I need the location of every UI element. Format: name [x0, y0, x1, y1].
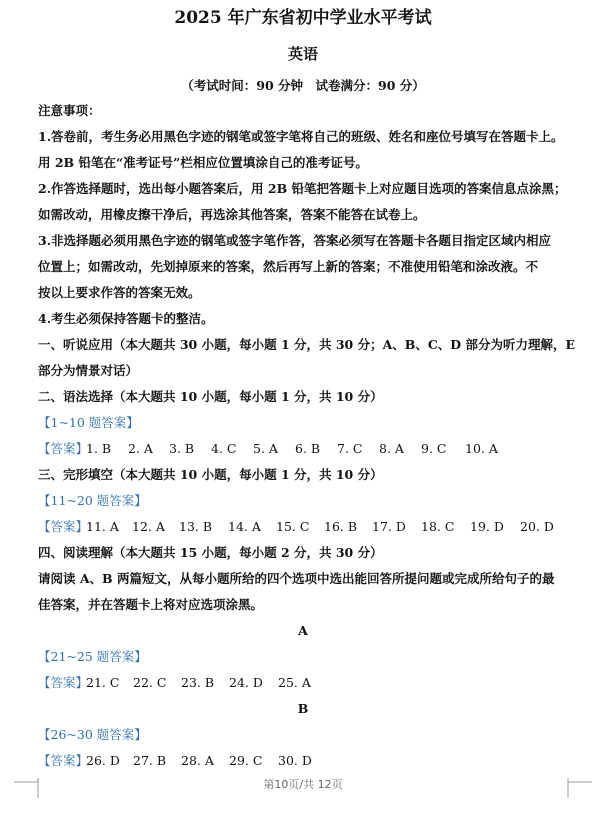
answer-item: 26. D — [86, 753, 120, 768]
notice-line: 位置上；如需改动，先划掉原来的答案，然后再写上新的答案；不准使用铅笔和涂改液。不 — [38, 259, 539, 274]
subject-title: 英语 — [287, 45, 318, 63]
grammar-range-tag: 【1~10 题答案】 — [38, 415, 139, 430]
answer-item: 30. D — [278, 753, 312, 768]
answer-item: 3. B — [169, 441, 195, 456]
passage-b-range-tag: 【26~30 题答案】 — [38, 727, 147, 742]
answer-item: 6. B — [295, 441, 321, 456]
reading-intro: 请阅读 A、B 两篇短文，从每小题所给的四个选项中选出能回答所提问题或完成所给句子的最 — [38, 571, 555, 586]
notice-line: 1.答卷前，考生务必用黑色字迹的钢笔或签字笔将自己的班级、姓名和座位号填写在答题卡上。 — [38, 129, 564, 144]
answer-item: 25. A — [278, 675, 311, 690]
notice-line: 4.考生必须保持答题卡的整洁。 — [38, 311, 214, 326]
answer-item: 28. A — [181, 753, 214, 768]
answer-tag: 【答案】 — [38, 519, 89, 534]
answer-item: 13. B — [179, 519, 213, 534]
answer-item: 10. A — [465, 441, 498, 456]
passage-a-label: A — [298, 623, 308, 638]
answer-tag: 【答案】 — [38, 675, 89, 690]
reading-intro-cont: 佳答案，并在答题卡上将对应选项涂黑。 — [38, 597, 264, 612]
answer-item: 4. C — [211, 441, 237, 456]
exam-title: 2025 年广东省初中学业水平考试 — [174, 8, 432, 28]
answer-item: 27. B — [133, 753, 167, 768]
section-reading-heading: 四、阅读理解（本大题共 15 小题，每小题 2 分，共 30 分） — [38, 545, 383, 560]
answer-item: 17. D — [372, 519, 406, 534]
notice-line: 用 2B 铅笔在“准考证号”栏相应位置填涂自己的准考证号。 — [38, 155, 368, 170]
answer-item: 16. B — [324, 519, 358, 534]
answer-item: 15. C — [276, 519, 310, 534]
answer-item: 29. C — [229, 753, 263, 768]
answer-item: 9. C — [421, 441, 447, 456]
answer-tag: 【答案】 — [38, 753, 89, 768]
section-listening-heading-cont: 部分为情景对话） — [38, 363, 139, 378]
answer-item: 20. D — [520, 519, 554, 534]
notice-heading: 注意事项： — [38, 103, 101, 118]
answer-item: 5. A — [253, 441, 278, 456]
answer-item: 21. C — [86, 675, 120, 690]
notice-line: 2.作答选择题时，选出每小题答案后，用 2B 铅笔把答题卡上对应题目选项的答案信息点涂黑； — [38, 181, 567, 196]
section-grammar-heading: 二、语法选择（本大题共 10 小题，每小题 1 分，共 10 分） — [38, 389, 383, 404]
exam-info: （考试时间：90 分钟 试卷满分：90 分） — [181, 78, 425, 93]
answer-item: 12. A — [132, 519, 165, 534]
answer-item: 7. C — [337, 441, 363, 456]
answer-item: 23. B — [181, 675, 215, 690]
answer-item: 1. B — [86, 441, 112, 456]
notice-line: 3.非选择题必须用黑色字迹的钢笔或签字笔作答，答案必须写在答题卡各题目指定区域内相应 — [38, 233, 552, 248]
answer-item: 14. A — [228, 519, 261, 534]
notice-line: 如需改动，用橡皮擦干净后，再选涂其他答案，答案不能答在试卷上。 — [38, 207, 426, 222]
answer-item: 19. D — [470, 519, 504, 534]
answer-tag: 【答案】 — [38, 441, 89, 456]
section-cloze-heading: 三、完形填空（本大题共 10 小题，每小题 1 分，共 10 分） — [38, 467, 383, 482]
answer-item: 8. A — [379, 441, 404, 456]
page-number: 第10页/共 12页 — [263, 778, 343, 791]
answer-item: 2. A — [128, 441, 153, 456]
answer-item: 24. D — [229, 675, 263, 690]
answer-item: 11. A — [86, 519, 119, 534]
cloze-range-tag: 【11~20 题答案】 — [38, 493, 147, 508]
notice-line: 按以上要求作答的答案无效。 — [38, 285, 201, 300]
passage-b-label: B — [297, 701, 309, 716]
answer-item: 18. C — [421, 519, 455, 534]
passage-a-range-tag: 【21~25 题答案】 — [38, 649, 147, 664]
answer-item: 22. C — [133, 675, 167, 690]
section-listening-heading: 一、听说应用（本大题共 30 小题，每小题 1 分，共 30 分；A、B、C、D 部分为听力理解，E — [38, 337, 576, 352]
